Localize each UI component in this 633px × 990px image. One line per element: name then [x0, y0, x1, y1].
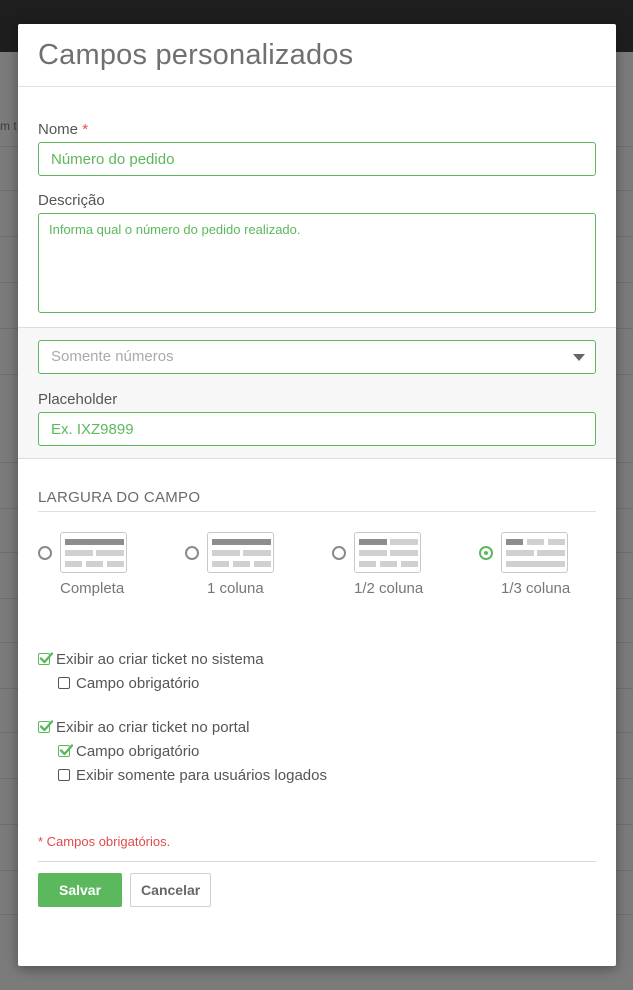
save-button[interactable]: Salvar: [38, 873, 122, 907]
required-mark: *: [82, 121, 89, 138]
placeholder-label: Placeholder: [38, 391, 118, 408]
portal-logged-only-checkbox[interactable]: [58, 769, 70, 781]
description-textarea[interactable]: [38, 213, 596, 313]
show-in-portal-checkbox[interactable]: [38, 721, 50, 733]
checkmark-icon: [58, 742, 74, 758]
background-text: m t: [0, 119, 17, 133]
portal-required-label: Campo obrigatório: [76, 743, 200, 760]
system-required-label: Campo obrigatório: [76, 675, 200, 692]
show-in-system-label: Exibir ao criar ticket no sistema: [56, 651, 264, 668]
portal-required-checkbox[interactable]: [58, 745, 70, 757]
modal-header: [18, 24, 616, 87]
show-in-system-option[interactable]: [38, 648, 596, 672]
footer-divider: [38, 861, 596, 862]
layout-1-column-icon: [207, 532, 274, 573]
layout-third-column-icon: [501, 532, 568, 573]
basic-fields-section: [18, 87, 616, 313]
width-radio-full[interactable]: [38, 546, 52, 560]
portal-logged-only-option[interactable]: [38, 764, 596, 788]
width-radio-1-column[interactable]: [185, 546, 199, 560]
field-type-select[interactable]: [38, 340, 596, 374]
system-required-option[interactable]: [38, 672, 596, 696]
width-option-label: 1 coluna: [207, 580, 264, 597]
name-label: [38, 121, 596, 138]
layout-half-column-icon: [354, 532, 421, 573]
name-input[interactable]: [38, 142, 596, 176]
description-label: Descrição: [38, 192, 105, 209]
checkmark-icon: [38, 650, 54, 666]
width-radio-half-column[interactable]: [332, 546, 346, 560]
width-radio-third-column[interactable]: [479, 546, 493, 560]
footer-actions: [38, 873, 596, 907]
chevron-down-icon: [573, 354, 585, 361]
system-required-checkbox[interactable]: [58, 677, 70, 689]
show-in-portal-label: Exibir ao criar ticket no portal: [56, 719, 250, 736]
layout-full-icon: [60, 532, 127, 573]
width-option-label: Completa: [60, 580, 125, 597]
visibility-options: [38, 648, 596, 788]
field-type-select-value: Somente números: [51, 348, 174, 365]
field-type-section: [18, 327, 616, 459]
modal-title: Campos personalizados: [38, 39, 354, 71]
width-option-third-column[interactable]: [479, 532, 616, 612]
show-in-portal-option[interactable]: [38, 716, 596, 740]
name-label-text: Nome: [38, 121, 79, 138]
cancel-button[interactable]: Cancelar: [130, 873, 211, 907]
field-width-section: [18, 459, 616, 907]
required-fields-note: * Campos obrigatórios.: [38, 834, 171, 849]
portal-required-option[interactable]: [38, 740, 596, 764]
width-option-label: 1/2 coluna: [354, 580, 424, 597]
field-width-options: [38, 532, 596, 612]
checkmark-icon: [38, 718, 54, 734]
portal-logged-only-label: Exibir somente para usuários logados: [76, 767, 327, 784]
width-option-full[interactable]: [38, 532, 178, 612]
show-in-system-checkbox[interactable]: [38, 653, 50, 665]
custom-fields-modal: [18, 24, 616, 966]
width-option-half-column[interactable]: [332, 532, 472, 612]
width-option-label: 1/3 coluna: [501, 580, 571, 597]
field-width-title: LARGURA DO CAMPO: [38, 489, 596, 512]
width-option-1-column[interactable]: [185, 532, 325, 612]
placeholder-input[interactable]: [38, 412, 596, 446]
